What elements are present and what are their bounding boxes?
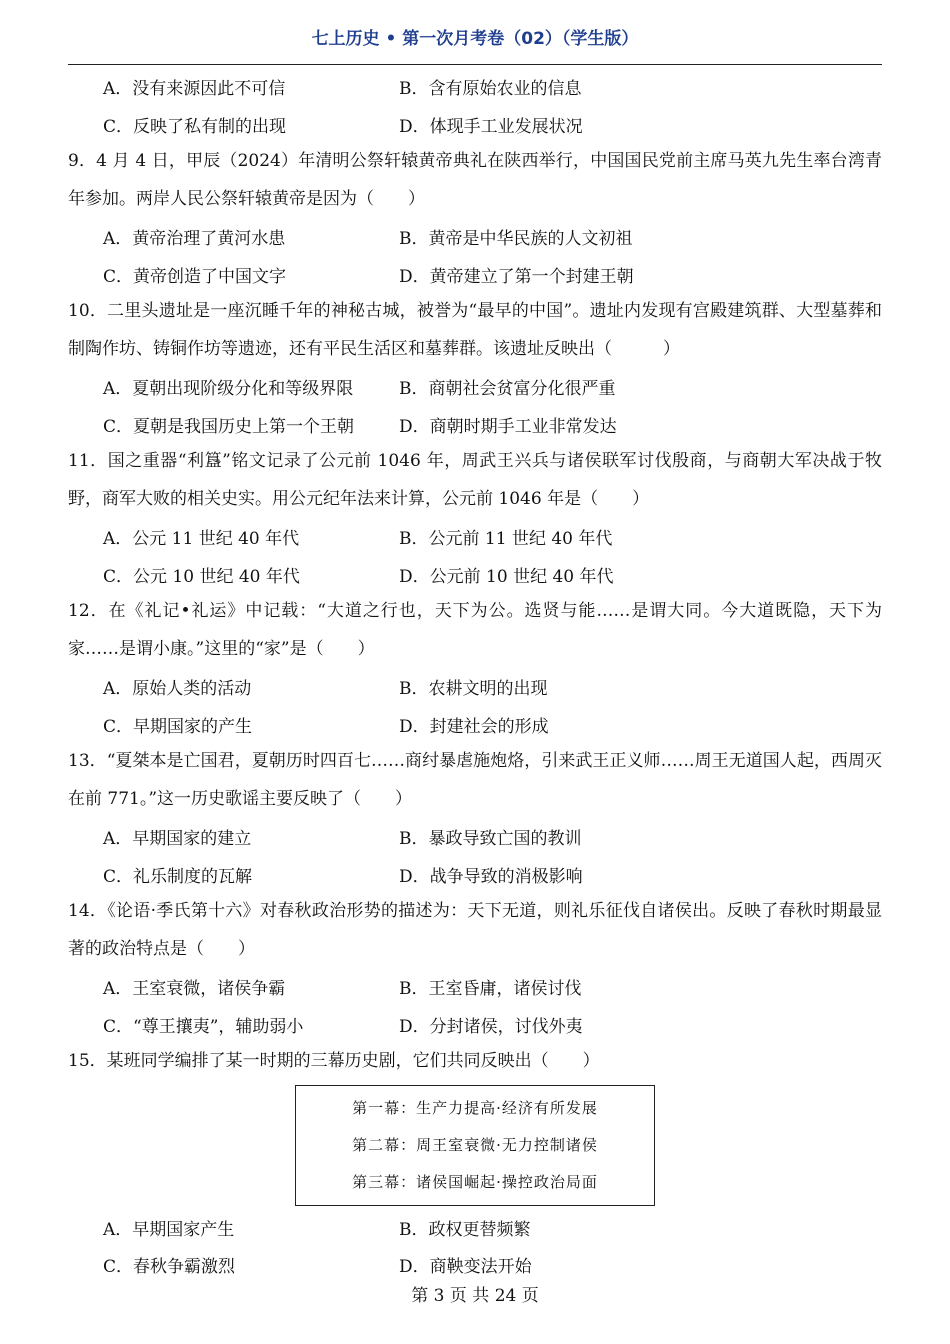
option-d: D．战争导致的消极影响 xyxy=(399,866,583,887)
option-d: D．分封诸侯，讨伐外夷 xyxy=(399,1016,583,1037)
option-b: B．王室昏庸，诸侯讨伐 xyxy=(399,979,582,1000)
page-header xyxy=(68,26,882,65)
exam-content xyxy=(68,68,882,1284)
option-c: C．公元 10 世纪 40 年代 xyxy=(103,566,300,587)
option-c: C．反映了私有制的出现 xyxy=(103,116,287,137)
option-row xyxy=(68,556,882,594)
option-a: A．夏朝出现阶级分化和等级界限 xyxy=(103,379,354,400)
option-d: D．公元前 10 世纪 40 年代 xyxy=(399,566,614,587)
option-row xyxy=(68,1209,882,1247)
option-row xyxy=(68,1006,882,1044)
question-stem: 10．二里头遗址是一座沉睡千年的神秘古城，被誉为“最早的中国”。遗址内发现有宫殿建筑群、大型墓葬和制陶作坊、铸铜作坊等遗迹，还有平民生活区和墓葬群。该遗址反映出（ ） xyxy=(68,301,882,359)
option-c: C．黄帝创造了中国文字 xyxy=(103,266,287,287)
option-row xyxy=(68,668,882,706)
question-stem: 12．在《礼记•礼运》中记载：“大道之行也，天下为公。选贤与能……是谓大同。今大道既隐，天下为家……是谓小康。”这里的“家”是（ ） xyxy=(68,601,882,659)
option-b: B．政权更替频繁 xyxy=(399,1219,531,1240)
option-a: A．原始人类的活动 xyxy=(103,679,252,700)
question-stem: 14．《论语·季氏第十六》对春秋政治形势的描述为：天下无道，则礼乐征伐自诸侯出。反映了春秋时期最显著的政治特点是（ ） xyxy=(68,901,882,959)
option-c: C．春秋争霸激烈 xyxy=(103,1257,236,1278)
header-title: 七上历史 • 第一次月考卷（02）（学生版） xyxy=(311,29,639,49)
act-3: 第三幕：诸侯国崛起·操控政治局面 xyxy=(352,1172,598,1191)
option-c: C．“尊王攘夷”，辅助弱小 xyxy=(103,1016,304,1037)
question-stem: 11．国之重器“利簋”铭文记录了公元前 1046 年，周武王兴兵与诸侯联军讨伐殷商，与商朝大军决战于牧野，商军大败的相关史实。用公元纪年法来计算，公元前 1046 年是（ ） xyxy=(68,451,882,509)
option-row xyxy=(68,68,882,106)
option-a: A．黄帝治理了黄河水患 xyxy=(103,229,286,250)
option-b: B．含有原始农业的信息 xyxy=(399,79,582,100)
option-row xyxy=(68,518,882,556)
option-a: A．早期国家产生 xyxy=(103,1219,235,1240)
option-b: B．公元前 11 世纪 40 年代 xyxy=(399,529,613,550)
page-number: 第 3 页 共 24 页 xyxy=(411,1286,539,1306)
option-b: B．黄帝是中华民族的人文初祖 xyxy=(399,229,633,250)
question-11 xyxy=(68,443,882,593)
option-row xyxy=(68,818,882,856)
option-c: C．夏朝是我国历史上第一个王朝 xyxy=(103,416,355,437)
page-footer xyxy=(0,1284,950,1308)
option-row xyxy=(68,406,882,444)
question-10 xyxy=(68,293,882,443)
option-row xyxy=(68,106,882,144)
act-2: 第二幕：周王室衰微·无力控制诸侯 xyxy=(352,1135,598,1154)
question-stem: 9．4 月 4 日，甲辰（2024）年清明公祭轩辕黄帝典礼在陕西举行，中国国民党前主席马英九先生率台湾青年参加。两岸人民公祭轩辕黄帝是因为（ ） xyxy=(68,151,882,209)
option-row xyxy=(68,1246,882,1284)
option-row xyxy=(68,968,882,1006)
play-acts-box xyxy=(295,1085,655,1206)
question-stem: 13．“夏桀本是亡国君，夏朝历时四百七……商纣暴虐施炮烙，引来武王正义师……周王无道国人起，西周灭在前 771。”这一历史歌谣主要反映了（ ） xyxy=(68,751,882,809)
act-1: 第一幕：生产力提高·经济有所发展 xyxy=(352,1098,598,1117)
option-a: A．没有来源因此不可信 xyxy=(103,79,286,100)
question-12 xyxy=(68,593,882,743)
question-13 xyxy=(68,743,882,893)
option-a: A．王室衰微，诸侯争霸 xyxy=(103,979,286,1000)
question-9 xyxy=(68,143,882,293)
question-stem: 15．某班同学编排了某一时期的三幕历史剧，它们共同反映出（ ） xyxy=(68,1051,600,1071)
option-c: C．早期国家的产生 xyxy=(103,716,253,737)
option-row xyxy=(68,706,882,744)
option-row xyxy=(68,256,882,294)
play-box-wrapper xyxy=(68,1081,882,1209)
option-d: D．商鞅变法开始 xyxy=(399,1257,532,1278)
option-a: A．早期国家的建立 xyxy=(103,829,252,850)
option-b: B．农耕文明的出现 xyxy=(399,679,548,700)
option-c: C．礼乐制度的瓦解 xyxy=(103,866,253,887)
option-d: D．封建社会的形成 xyxy=(399,716,549,737)
question-15 xyxy=(68,1043,882,1284)
option-row xyxy=(68,856,882,894)
option-row xyxy=(68,218,882,256)
option-b: B．商朝社会贫富分化很严重 xyxy=(399,379,616,400)
option-a: A．公元 11 世纪 40 年代 xyxy=(103,529,300,550)
option-row xyxy=(68,368,882,406)
option-b: B．暴政导致亡国的教训 xyxy=(399,829,582,850)
option-d: D．体现手工业发展状况 xyxy=(399,116,583,137)
question-14 xyxy=(68,893,882,1043)
option-d: D．商朝时期手工业非常发达 xyxy=(399,416,617,437)
option-d: D．黄帝建立了第一个封建王朝 xyxy=(399,266,634,287)
